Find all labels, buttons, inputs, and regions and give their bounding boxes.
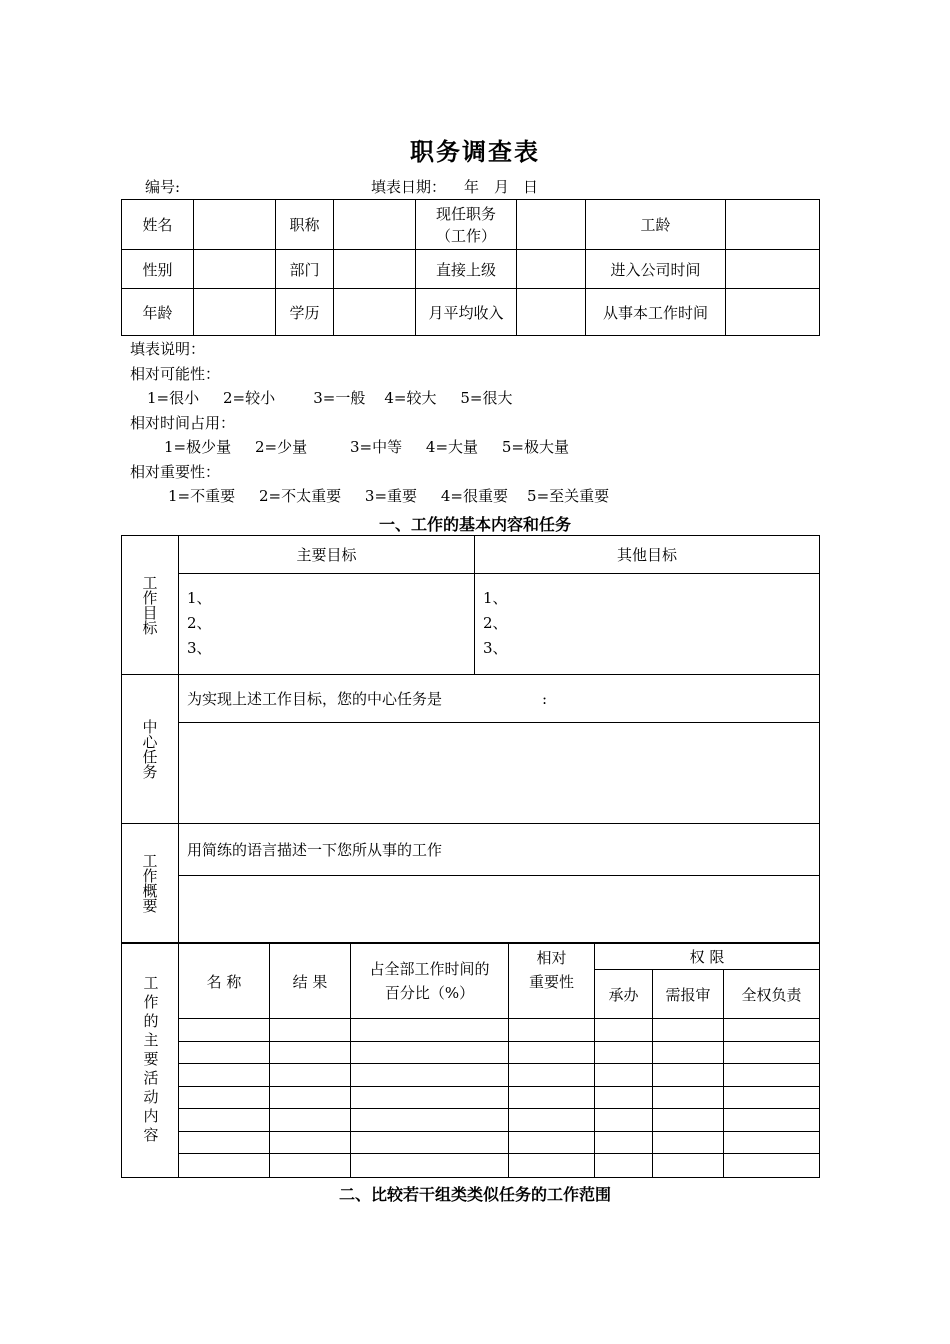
list-item: 3、: [483, 639, 508, 657]
list-item: 2、: [483, 614, 508, 632]
task-table: [121, 535, 820, 943]
date-month: 月: [494, 178, 510, 196]
time-scale: 1=极少量 2=少量 3=中等 4=大量 5=极大量: [164, 438, 569, 456]
list-item: 1、: [483, 589, 508, 607]
other-goal-header: 其他目标: [475, 536, 820, 574]
join-date-field[interactable]: [726, 250, 820, 289]
work-summary-prompt: 用简练的语言描述一下您所从事的工作: [179, 824, 820, 876]
date-label: 填表日期：: [371, 178, 447, 196]
center-task-label: 中心任务: [122, 675, 179, 824]
name-label: 姓名: [122, 200, 194, 250]
gender-field[interactable]: [194, 250, 276, 289]
work-duration-label: 从事本工作时间: [586, 289, 726, 336]
current-position-label: 现任职务 （工作）: [416, 200, 517, 250]
supervisor-field[interactable]: [517, 250, 586, 289]
current-position-field[interactable]: [517, 200, 586, 250]
education-label: 学历: [276, 289, 334, 336]
seniority-field[interactable]: [726, 200, 820, 250]
date-year: 年: [464, 178, 480, 196]
work-summary-label: 工作概要: [122, 824, 179, 943]
date-day: 日: [523, 178, 539, 196]
col-importance-header: 相对 重要性: [509, 944, 595, 1019]
supervisor-label: 直接上级: [416, 250, 517, 289]
page-title: 职务调查表: [410, 138, 540, 166]
main-goal-header: 主要目标: [179, 536, 475, 574]
center-task-field[interactable]: [179, 723, 820, 824]
importance-label: 相对重要性：: [130, 462, 221, 481]
name-field[interactable]: [194, 200, 276, 250]
gender-label: 性别: [122, 250, 194, 289]
serial-label: 编号:: [145, 178, 181, 196]
table-row: [122, 1109, 820, 1132]
col-percent-header: 占全部工作时间的 百分比（%）: [351, 944, 509, 1019]
possibility-label: 相对可能性：: [130, 364, 221, 383]
age-field[interactable]: [194, 289, 276, 336]
list-item: 3、: [187, 639, 212, 657]
center-task-prompt: 为实现上述工作目标，您的中心任务是 :: [179, 675, 820, 723]
title-label: 职称: [276, 200, 334, 250]
importance-scale: 1=不重要 2=不太重要 3=重要 4=很重要 5=至关重要: [168, 487, 610, 505]
table-row: [122, 1132, 820, 1154]
table-row: [122, 1154, 820, 1178]
monthly-income-label: 月平均收入: [416, 289, 517, 336]
info-table: [121, 199, 820, 336]
section2-heading: 二、比较若干组类类似任务的工作范围: [338, 1185, 611, 1204]
department-label: 部门: [276, 250, 334, 289]
table-row: [122, 1064, 820, 1087]
auth-review-header: 需报审: [653, 970, 724, 1019]
title-field[interactable]: [334, 200, 416, 250]
auth-full-header: 全权负责: [724, 970, 820, 1019]
possibility-scale: 1=很小 2=较小 3=一般 4=较大 5=很大: [147, 389, 513, 407]
col-name-header: 名 称: [179, 944, 270, 1019]
work-goal-label: 工作目标: [122, 536, 179, 675]
activities-table: [121, 943, 820, 1178]
list-item: 1、: [187, 589, 212, 607]
fill-instructions: [130, 337, 609, 509]
work-duration-field[interactable]: [726, 289, 820, 336]
monthly-income-field[interactable]: [517, 289, 586, 336]
main-activities-label: 工作的主要活动内容: [122, 944, 179, 1178]
list-item: 2、: [187, 614, 212, 632]
department-field[interactable]: [334, 250, 416, 289]
work-summary-field[interactable]: [179, 876, 820, 943]
col-result-header: 结 果: [270, 944, 351, 1019]
table-row: [122, 1087, 820, 1109]
time-label: 相对时间占用：: [130, 413, 236, 432]
other-goal-list[interactable]: [475, 574, 820, 675]
join-date-label: 进入公司时间: [586, 250, 726, 289]
age-label: 年龄: [122, 289, 194, 336]
education-field[interactable]: [334, 289, 416, 336]
seniority-label: 工龄: [586, 200, 726, 250]
authority-header: 权 限: [595, 944, 820, 970]
notes-header: 填表说明：: [130, 340, 206, 358]
auth-handle-header: 承办: [595, 970, 653, 1019]
table-row: [122, 1019, 820, 1042]
table-row: [122, 1042, 820, 1064]
section1-heading: 一、工作的基本内容和任务: [378, 515, 571, 534]
main-goal-list[interactable]: [179, 574, 475, 675]
